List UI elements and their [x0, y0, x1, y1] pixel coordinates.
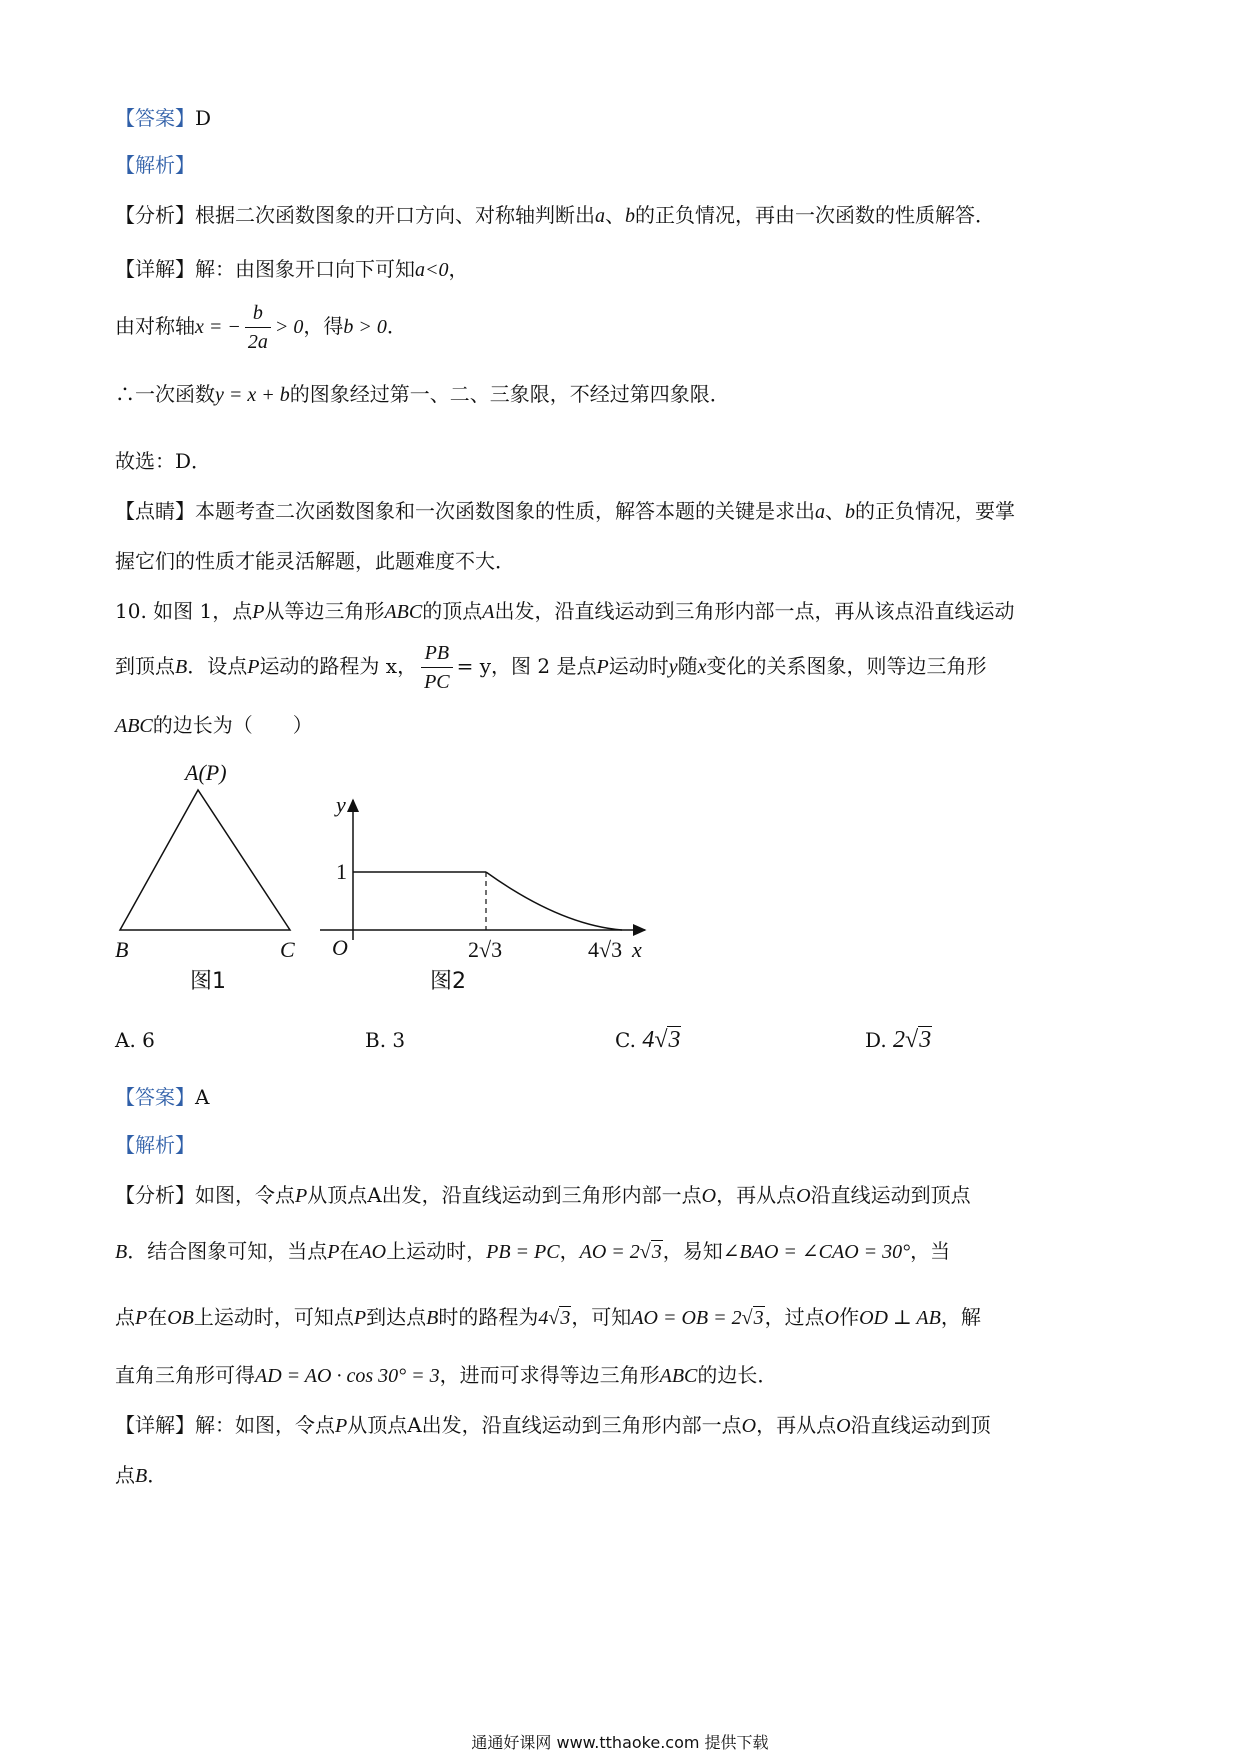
y-tick-1: 1 — [336, 859, 347, 884]
label-A-P: A(P) — [185, 760, 227, 785]
text: 运动的路程为 x， — [259, 654, 418, 678]
var-P: P — [327, 1241, 340, 1263]
y-axis-label: y — [336, 795, 346, 817]
analysis-tag: 【解析】 — [115, 153, 195, 177]
option-d-value — [893, 1027, 932, 1053]
text: 的正负情况，要掌 — [855, 499, 1015, 523]
var-P: P — [353, 1307, 367, 1329]
var-B: B — [135, 1465, 148, 1487]
label-B: B — [115, 937, 129, 962]
var-P: P — [252, 601, 265, 623]
var-A: A — [407, 1413, 422, 1437]
fenxi-line-2a — [115, 1180, 1130, 1211]
text: 变化的关系图象，则等边三角形 — [706, 654, 987, 678]
expr: b > 0 — [343, 316, 387, 338]
fenxi-line-2c — [115, 1302, 1130, 1333]
text: ，再从点 — [716, 1183, 797, 1207]
option-c — [615, 1025, 681, 1055]
dianjing-line-1 — [115, 496, 1130, 527]
text: 上运动时， — [386, 1239, 487, 1263]
var-O: O — [701, 1185, 717, 1207]
var-ABC: ABC — [659, 1365, 698, 1387]
text: 的顶点 — [422, 599, 483, 623]
var-ABC: ABC — [384, 601, 423, 623]
var-AO: AO — [359, 1241, 387, 1263]
punct: ， — [448, 257, 469, 281]
text: 运动时 — [608, 654, 669, 678]
frac-den: 2a — [247, 331, 268, 353]
q10-line-2 — [115, 636, 1130, 697]
answer-value: D — [195, 106, 212, 130]
text: ．设点 — [187, 654, 248, 678]
text: 出发，沿直线运动到三角形内部一点 — [381, 1183, 702, 1207]
radicand: 3 — [753, 1307, 764, 1329]
frac-den: PC — [424, 671, 450, 693]
answer-line-2 — [115, 1082, 1130, 1112]
figure-1-triangle — [100, 760, 320, 1000]
dianjing-line-2 — [115, 546, 1130, 576]
expr — [538, 1307, 571, 1329]
sqrt: √3 — [548, 1307, 571, 1329]
text: 的边长为（ ） — [152, 713, 313, 737]
text: ． — [147, 1463, 168, 1487]
footer-source: 通通好课网 www.tthaoke.com 提供下载 — [471, 1733, 769, 1752]
radicand: 3 — [560, 1307, 571, 1329]
text: 到顶点 — [115, 654, 175, 678]
expr-pre: AO = 2 — [579, 1241, 640, 1263]
var-A: A — [482, 601, 495, 623]
text: ，解 — [940, 1305, 981, 1329]
choose-line-1 — [115, 446, 1130, 476]
text: 随 — [677, 654, 698, 678]
analysis-heading-1 — [115, 150, 1130, 180]
origin-label: O — [332, 935, 348, 960]
text: 从顶点 — [347, 1413, 408, 1437]
text: ．结合图象可知，当点 — [127, 1239, 328, 1263]
expr: x = − — [195, 316, 241, 338]
var-y: y — [668, 656, 678, 678]
text: ，当 — [910, 1239, 951, 1263]
text: 点 — [115, 1305, 135, 1329]
text: ，可知 — [571, 1305, 632, 1329]
var-a: a — [595, 205, 605, 227]
coef: 4 — [538, 1307, 549, 1329]
fenxi-line-2d — [115, 1360, 1130, 1391]
expr — [580, 1241, 663, 1263]
var-B: B — [426, 1307, 439, 1329]
sep: 、 — [825, 499, 845, 523]
radicand: 3 — [919, 1027, 932, 1053]
detail-line-2 — [115, 296, 1130, 357]
var-P: P — [247, 656, 260, 678]
radicand: 3 — [668, 1027, 681, 1053]
coef: 2 — [893, 1027, 906, 1053]
caption-2: 图2 — [430, 969, 466, 994]
var-P: P — [335, 1415, 348, 1437]
dianjing-tag: 【点睛】 — [115, 499, 195, 523]
frac-num: PB — [421, 639, 453, 668]
var-x: x — [697, 656, 707, 678]
var-P: P — [135, 1307, 148, 1329]
text: 解：如图，令点 — [195, 1413, 335, 1437]
text: 的边长． — [697, 1363, 778, 1387]
text: ，再从点 — [756, 1413, 837, 1437]
text: 10. 如图 1，点 — [115, 599, 253, 623]
option-c-prefix: C. — [615, 1028, 636, 1052]
x-axis-label: x — [632, 937, 642, 962]
fraction — [421, 639, 453, 696]
option-a: A. 6 — [115, 1028, 155, 1052]
label-C: C — [280, 937, 295, 962]
var-OB: OB — [167, 1307, 194, 1329]
text: 如图，令点 — [195, 1183, 295, 1207]
answer-tag: 【答案】 — [115, 1085, 195, 1109]
detail-line-3 — [115, 379, 1130, 410]
text: ，过点 — [764, 1305, 825, 1329]
text: ，易知 — [662, 1239, 723, 1263]
answer-tag: 【答案】 — [115, 106, 195, 130]
expr: y = x + b — [215, 384, 290, 406]
frac-num: b — [245, 299, 271, 328]
expr: AD = AO · cos 30° = 3 — [255, 1365, 440, 1387]
analysis-heading-2 — [115, 1130, 1130, 1160]
x-tick-4sqrt3: 4√3 — [588, 937, 623, 962]
var-b: b — [845, 501, 855, 523]
detail-text: 解：由图象开口向下可知 — [195, 257, 415, 281]
caption-1: 图1 — [190, 969, 226, 994]
text: 在 — [339, 1239, 360, 1263]
text: 作 — [839, 1305, 860, 1329]
text: 握它们的性质才能灵活解题，此题难度不大． — [115, 549, 515, 573]
text: 的图象经过第一、二、三象限，不经过第四象限． — [289, 382, 730, 406]
coef: 4 — [642, 1027, 655, 1053]
text: 从等边三角形 — [264, 599, 385, 623]
text: ∴一次函数 — [115, 382, 215, 406]
var-O: O — [836, 1415, 851, 1437]
fenxi-line-2b — [115, 1236, 1130, 1267]
sqrt: √3 — [654, 1027, 681, 1053]
choose-text: 故选：D． — [115, 449, 212, 473]
text: 到达点 — [366, 1305, 427, 1329]
text: 直角三角形可得 — [115, 1363, 255, 1387]
analysis-tag: 【解析】 — [115, 1133, 195, 1157]
text: = y，图 2 是点 — [456, 654, 597, 678]
answer-line-1 — [115, 103, 1130, 133]
var-A: A — [367, 1183, 382, 1207]
text: 时的路程为 — [438, 1305, 539, 1329]
fenxi-tag: 【分析】 — [115, 203, 195, 227]
text: 出发，沿直线运动到三角形内部一点，再从该点沿直线运动 — [494, 599, 1015, 623]
option-d-prefix: D. — [865, 1028, 887, 1052]
expr: a<0 — [415, 259, 449, 281]
var-a: a — [815, 501, 825, 523]
expr — [631, 1307, 764, 1329]
var-P: P — [295, 1185, 308, 1207]
option-c-value — [642, 1027, 681, 1053]
expr: OD ⊥ AB — [859, 1307, 941, 1329]
text: 上运动时，可知点 — [193, 1305, 354, 1329]
text: 本题考查二次函数图象和一次函数图象的性质，解答本题的关键是求出 — [195, 499, 815, 523]
expr-pre: AO = OB = 2 — [631, 1307, 742, 1329]
sep: 、 — [605, 203, 625, 227]
fraction — [245, 299, 271, 356]
fenxi-text: 根据二次函数图象的开口方向、对称轴判断出 — [195, 203, 595, 227]
text: 出发，沿直线运动到三角形内部一点 — [421, 1413, 742, 1437]
sqrt: √3 — [639, 1241, 662, 1263]
detail-tag: 【详解】 — [115, 1413, 195, 1437]
detail-line-2a — [115, 1410, 1130, 1441]
option-b: B. 3 — [365, 1028, 406, 1052]
var-b: b — [625, 205, 635, 227]
text: ，得 — [303, 314, 344, 338]
var-O: O — [796, 1185, 811, 1207]
figure-2-graph — [320, 795, 660, 1000]
detail-tag: 【详解】 — [115, 257, 195, 281]
q10-line-1 — [115, 596, 1130, 627]
x-tick-2sqrt3: 2√3 — [468, 937, 503, 962]
answer-value: A — [195, 1085, 210, 1109]
var-P: P — [596, 656, 609, 678]
var-B: B — [175, 656, 188, 678]
expr: PB = PC — [486, 1241, 560, 1263]
text: ，进而可求得等边三角形 — [439, 1363, 660, 1387]
expr: ∠BAO = ∠CAO = 30° — [722, 1241, 911, 1263]
q10-line-3 — [115, 710, 1130, 741]
fenxi-line-1 — [115, 200, 1130, 231]
fenxi-tag: 【分析】 — [115, 1183, 195, 1207]
option-d — [865, 1025, 932, 1055]
text: 点 — [115, 1463, 135, 1487]
var-ABC: ABC — [115, 715, 153, 737]
fenxi-text-end: 的正负情况，再由一次函数的性质解答． — [635, 203, 995, 227]
text: 沿直线运动到顶点 — [810, 1183, 971, 1207]
sqrt: √3 — [905, 1027, 932, 1053]
var-B: B — [115, 1241, 128, 1263]
var-O: O — [824, 1307, 840, 1329]
text: 由对称轴 — [115, 314, 195, 338]
punct: ． — [386, 314, 407, 338]
expr: > 0 — [274, 316, 304, 338]
text: ， — [559, 1239, 580, 1263]
text: 从顶点 — [307, 1183, 368, 1207]
text: 在 — [147, 1305, 168, 1329]
detail-line-2b — [115, 1460, 1130, 1491]
graph-curve — [486, 872, 622, 930]
text: 沿直线运动到顶 — [850, 1413, 991, 1437]
radicand: 3 — [651, 1241, 662, 1263]
var-O: O — [741, 1415, 757, 1437]
detail-line-1 — [115, 254, 1130, 285]
sqrt: √3 — [741, 1307, 764, 1329]
